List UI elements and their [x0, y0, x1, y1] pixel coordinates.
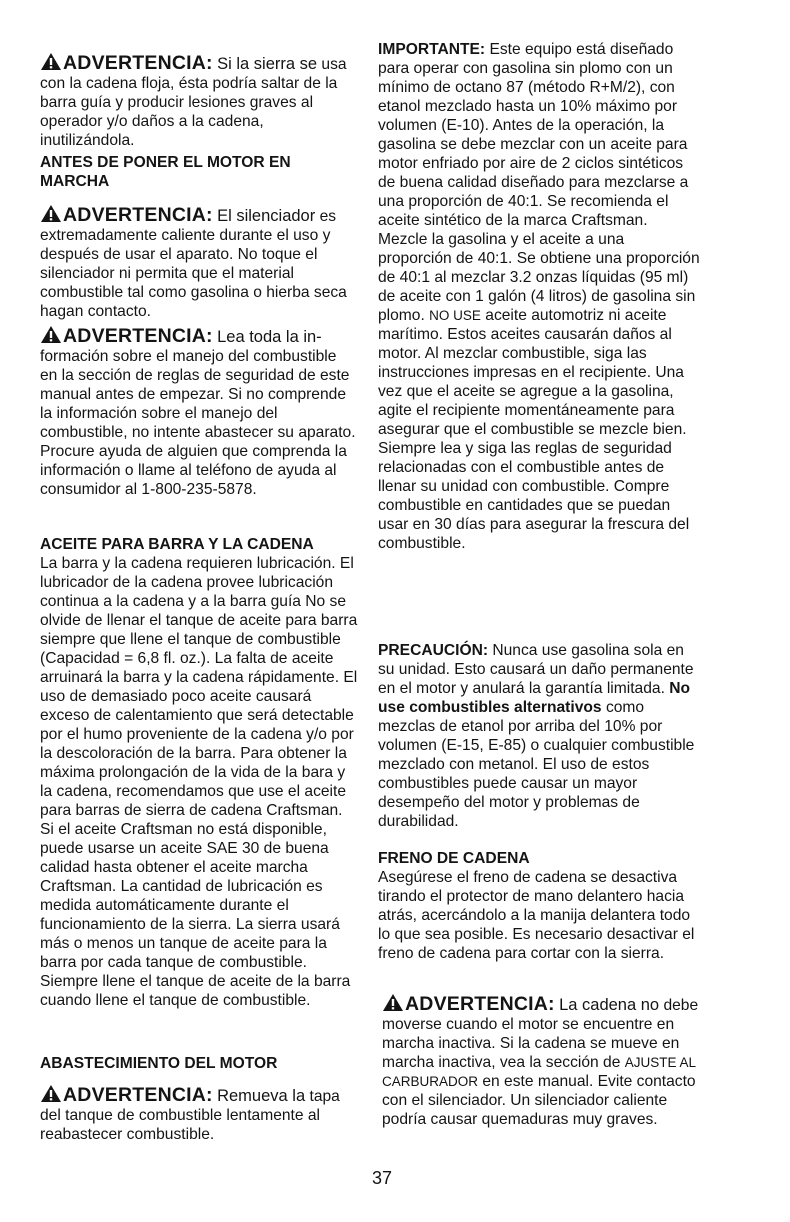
warning-1-title: ADVERTENCIA:	[63, 52, 213, 74]
importante-text-1: Este equipo está diseñado para operar con gasolina sin plomo con un mínimo de octano 87 (método R+M/2), con etanol mezclado hasta un 10% máximo por volumen (E-10). Antes de la operación, la gasolina se debe mezclar con un aceite para motor enfriado por aire de 2 ciclos sintéticos de buena calidad diseñado para mezclarse a una proporción de 40:1. Se recomienda el aceite sintético de la marca Craftsman. Mezcle la gasolina y el aceite a una proporción de 40:1. Se obtiene una proporción de 40:1 al mezclar 3.2 onzas líquidas (95 ml) de aceite con 1 galón (4 litros) de gasolina sin plomo.	[378, 41, 700, 324]
importante-text-2: aceite automotriz ni aceite marítimo. Estos aceites causarán daños al motor. Al mezclar combustible, siga las instrucciones impresas en el recipiente. Una vez que el aceite se agregue a la gasolina, agite el recipiente momentáneamente para asegurar que el combustible se mezcle bien. Siempre lea y siga las reglas de seguridad relacionadas con el combustible antes de llenar su unidad con combustible. Compre combustible en cantidades que se puedan usar en 30 días para asegurar la frescura del combustible.	[378, 307, 690, 552]
warning-5-title: ADVERTENCIA:	[405, 993, 555, 1015]
warning-5-caps: AJUSTE AL CARBURADOR	[382, 1055, 696, 1089]
warning-2-title: ADVERTENCIA:	[63, 204, 213, 226]
page-number: 37	[372, 1168, 393, 1188]
warning-3-lead: Lea toda la in-	[217, 328, 322, 346]
warning-icon	[40, 204, 62, 223]
warning-1-lead: Si la sierra se	[217, 55, 318, 73]
precaucion-paragraph	[378, 641, 700, 831]
warning-icon	[40, 325, 62, 344]
warning-3-title: ADVERTENCIA:	[63, 325, 213, 347]
warning-2-text: es extremadamente caliente durante el uso y después de usar el aparato. No toque el silenciador ni permita que el material combustible tal como gasolina o hierba seca hagan contacto.	[40, 208, 347, 320]
heading-antes-de-poner: ANTES DE PONER EL MOTOR EN MARCHA	[40, 154, 291, 190]
warning-4-title: ADVERTENCIA:	[63, 1084, 213, 1106]
warning-4-lead: Remueva la	[217, 1087, 306, 1105]
warning-1-text: usa con la cadena floja, ésta podría saltar de la barra guía y producir lesiones graves al operador y/o daños a la cadena, inutilizándola.	[40, 56, 347, 149]
importante-paragraph	[378, 40, 700, 553]
warning-icon	[40, 52, 62, 71]
warning-3	[40, 325, 358, 499]
warning-2	[40, 204, 358, 321]
warning-5-text-1: debe moverse cuando el motor se encuentre en marcha inactiva. Si la cadena se mueve en marcha inactiva, vea la sección de	[382, 997, 699, 1071]
warning-1	[40, 52, 358, 150]
precaucion-bold: No use combustibles alternativos	[378, 680, 691, 716]
heading-freno-cadena: FRENO DE CADENA	[378, 850, 530, 867]
warning-5-lead: La cadena no	[559, 996, 660, 1014]
precaucion-text-1: Nunca use gasolina sola en su unidad. Esto causará un daño permanente en el motor y anulará la garantía limitada.	[378, 642, 694, 697]
precaucion-label: PRECAUCIÓN:	[378, 642, 489, 659]
importante-caps: NO USE	[429, 308, 481, 323]
warning-5	[382, 993, 700, 1129]
heading-aceite-barra: ACEITE PARA BARRA Y LA CADENA	[40, 536, 314, 553]
precaucion-text-2: como mezclas de etanol por arriba del 10% por volumen (E-15, E-85) o cualquier combustible mezclado con metanol. El uso de estos combustibles puede causar un mayor desempeño del motor y problemas de durabilidad.	[378, 699, 695, 830]
importante-label: IMPORTANTE:	[378, 41, 486, 58]
warning-4-text: tapa del tanque de combustible lentamente al reabastecer combustible.	[40, 1088, 340, 1143]
warning-icon	[40, 1084, 62, 1103]
paragraph-freno-cadena: Asegúrese el freno de cadena se desactiva tirando el protector de mano delantero hacia atrás, acercándolo a la manija delantera todo lo que sea posible. Es necesario desactivar el freno de cadena para cortar con la sierra.	[378, 869, 695, 962]
warning-icon	[382, 993, 404, 1012]
warning-4	[40, 1084, 358, 1144]
paragraph-aceite-barra: La barra y la cadena requieren lubricación. El lubricador de la cadena provee lubricación continua a la cadena y a la barra guía No se olvide de llenar el tanque de aceite para barra siempre que llene el tanque de combustible (Capacidad = 6,8 fl. oz.). La falta de aceite arruinará la barra y la cadena rápidamente. El uso de demasiado poco aceite causará exceso de calentamiento que será detectable por el humo proveniente de la cadena y/o por la descoloración de la barra. Para obtener la máxima prolongación de la vida de la bara y la cadena, recomendamos que use el aceite para barras de sierra de cadena Craftsman. Si el aceite Craftsman no está disponible, puede usarse un aceite SAE 30 de buena calidad hasta obtener el aceite marcha Craftsman. La cantidad de lubricación es medida automáticamente durante el funcionamiento de la sierra. La sierra usará más o menos un tanque de aceite para la barra por cada tanque de combustible. Siempre llene el tanque de aceite de la barra cuando llene el tanque de combustible.	[40, 555, 358, 1009]
warning-2-lead: El silenciador	[217, 207, 316, 225]
warning-3-text: formación sobre el manejo del combustible en la sección de reglas de seguridad de este manual antes de empezar. Si no comprende la información sobre el manejo del combustible, no intente abastecer su aparato. Procure ayuda de alguien que comprenda la información o llame al teléfono de ayuda al consumidor al 1-800-235-5878.	[40, 348, 356, 498]
heading-abastecimiento: ABASTECIMIENTO DEL MOTOR	[40, 1055, 278, 1072]
warning-5-text-2: en este manual. Evite contacto con el silenciador. Un silenciador caliente podría causar quemaduras muy graves.	[382, 1073, 696, 1128]
